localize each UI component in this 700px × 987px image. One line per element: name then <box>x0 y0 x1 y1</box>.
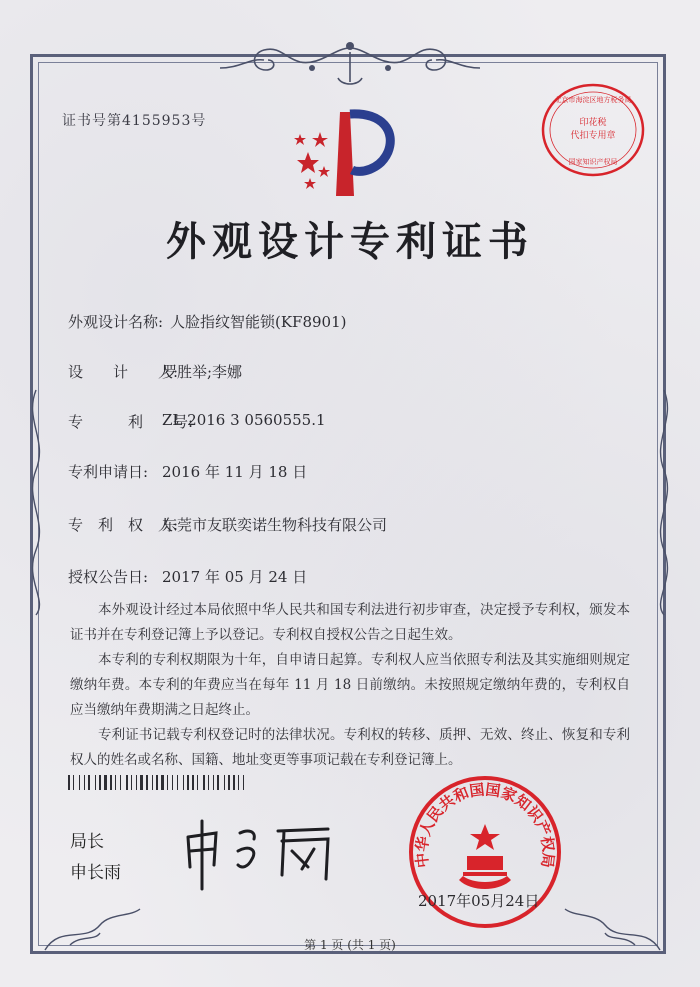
barcode-bar <box>245 775 248 790</box>
barcode-bar <box>215 775 216 790</box>
body-paragraph-2: 本专利的专利权期限为十年，自申请日起算。专利权人应当依照专利法及其实施细则规定缴纳年费。本专利的年费应当在每年 11 月 18 日前缴纳。未按照规定缴纳年费的，专利权自应当缴纳年费期满之日起终止。 <box>70 652 630 718</box>
field-value-grant-date: 2017 年 05 月 24 日 <box>162 568 308 586</box>
patent-office-logo <box>288 104 403 199</box>
barcode-bar <box>131 775 132 790</box>
barcode-bar <box>203 775 205 790</box>
field-label-grant-date: 授权公告日: <box>68 568 149 586</box>
barcode-bar <box>133 775 135 790</box>
left-ornament <box>22 380 50 620</box>
director-signature <box>178 815 348 895</box>
body-paragraph-3: 专利证书记载专利权登记时的法律状况。专利权的转移、质押、无效、终止、恢复和专利权人的姓名或名称、国籍、地址变更等事项记载在专利登记簿上。 <box>70 727 630 768</box>
barcode-bar <box>183 775 184 790</box>
barcode-bar <box>224 775 225 790</box>
barcode-bar <box>73 775 74 790</box>
barcode-bar <box>152 775 153 790</box>
barcode-bar <box>129 775 130 790</box>
barcode-bar <box>167 775 168 790</box>
field-value-application-date: 2016 年 11 月 18 日 <box>162 463 308 481</box>
barcode-bar <box>71 775 72 790</box>
barcode-bar <box>136 775 137 790</box>
barcode-bar <box>236 775 237 790</box>
director-title: 局长 <box>70 832 104 852</box>
field-value-patent-number: ZL 2016 3 0560555.1 <box>162 411 326 429</box>
svg-text:北京市海淀区地方税务局: 北京市海淀区地方税务局 <box>554 96 632 104</box>
barcode-bar <box>206 775 207 790</box>
field-label-designer: 设 计 人: <box>68 363 179 381</box>
barcode-bar <box>97 775 98 790</box>
svg-text:代扣专用章: 代扣专用章 <box>570 131 616 141</box>
barcode-bar <box>149 775 151 790</box>
barcode-bar <box>120 775 121 790</box>
barcode-bar <box>99 775 101 790</box>
barcode-bar <box>154 775 155 790</box>
barcode-bar <box>187 775 189 790</box>
barcode-bar <box>195 775 196 790</box>
svg-text:国家知识产权局: 国家知识产权局 <box>568 158 618 166</box>
barcode-bar <box>115 775 116 790</box>
barcode-bar <box>117 775 119 790</box>
certificate-number: 证书号第4155953号 <box>62 113 207 129</box>
barcode-bar <box>110 775 112 790</box>
barcode-bar <box>102 775 103 790</box>
seal-text-path: 中华人民共和国国家知识产权局 <box>412 780 558 869</box>
certificate-title: 外观设计专利证书 <box>166 218 534 265</box>
barcode-bar <box>165 775 166 790</box>
barcode-bar <box>159 775 160 790</box>
barcode-bar <box>226 775 227 790</box>
field-label-design-name: 外观设计名称: <box>68 313 164 331</box>
barcode-bar <box>144 775 145 790</box>
barcode-bar <box>146 775 148 790</box>
barcode-bar <box>104 775 107 790</box>
field-label-application-date: 专利申请日: <box>68 463 149 481</box>
barcode-bar <box>81 775 83 790</box>
certificate-body <box>70 598 630 773</box>
field-value-design-name: 人脸指纹智能锁(KF8901) <box>170 313 347 331</box>
barcode-bar <box>108 775 109 790</box>
svg-text:印花税: 印花税 <box>579 118 607 128</box>
barcode-bar <box>220 775 223 790</box>
barcode-bar <box>177 775 178 790</box>
barcode-bar <box>68 775 70 790</box>
barcode-bar <box>156 775 158 790</box>
right-ornament <box>650 380 678 620</box>
tax-stamp <box>538 80 648 180</box>
barcode-bar <box>91 775 94 790</box>
barcode-bar <box>138 775 139 790</box>
barcode-bar <box>243 775 244 790</box>
barcode-bar <box>210 775 212 790</box>
barcode-bar <box>169 775 171 790</box>
body-paragraph-1: 本外观设计经过本局依照中华人民共和国专利法进行初步审查，决定授予专利权，颁发本证书并在专利登记簿上予以登记。专利权自授权公告之日起生效。 <box>70 602 630 643</box>
barcode-bar <box>185 775 186 790</box>
barcode-bar <box>213 775 214 790</box>
barcode <box>68 775 283 790</box>
field-value-designer: 罗胜举;李娜 <box>162 363 243 381</box>
barcode-bar <box>240 775 242 790</box>
barcode-bar <box>75 775 78 790</box>
barcode-bar <box>233 775 235 790</box>
barcode-bar <box>122 775 125 790</box>
barcode-bar <box>140 775 143 790</box>
barcode-bar <box>84 775 85 790</box>
barcode-bar <box>174 775 176 790</box>
field-label-patent-number: 专 利 号: <box>68 413 194 431</box>
top-ornament <box>200 38 500 98</box>
barcode-bar <box>113 775 114 790</box>
barcode-bar <box>172 775 173 790</box>
barcode-bar <box>179 775 182 790</box>
barcode-bar <box>79 775 80 790</box>
barcode-bar <box>199 775 202 790</box>
barcode-bar <box>192 775 194 790</box>
field-value-patentee: 东莞市友联奕诺生物科技有限公司 <box>162 516 388 534</box>
field-label-patentee: 专 利 权 人: <box>68 516 179 534</box>
barcode-bar <box>126 775 128 790</box>
director-name: 申长雨 <box>70 863 121 883</box>
barcode-bar <box>197 775 198 790</box>
barcode-bar <box>161 775 164 790</box>
barcode-bar <box>231 775 232 790</box>
barcode-bar <box>190 775 191 790</box>
issue-date: 2017年05月24日 <box>418 892 540 910</box>
barcode-bar <box>217 775 219 790</box>
barcode-bar <box>208 775 209 790</box>
barcode-bar <box>86 775 87 790</box>
barcode-bar <box>95 775 96 790</box>
barcode-bar <box>228 775 230 790</box>
page-number: 第 1 页 (共 1 页) <box>304 938 396 952</box>
barcode-bar <box>238 775 239 790</box>
barcode-bar <box>88 775 90 790</box>
